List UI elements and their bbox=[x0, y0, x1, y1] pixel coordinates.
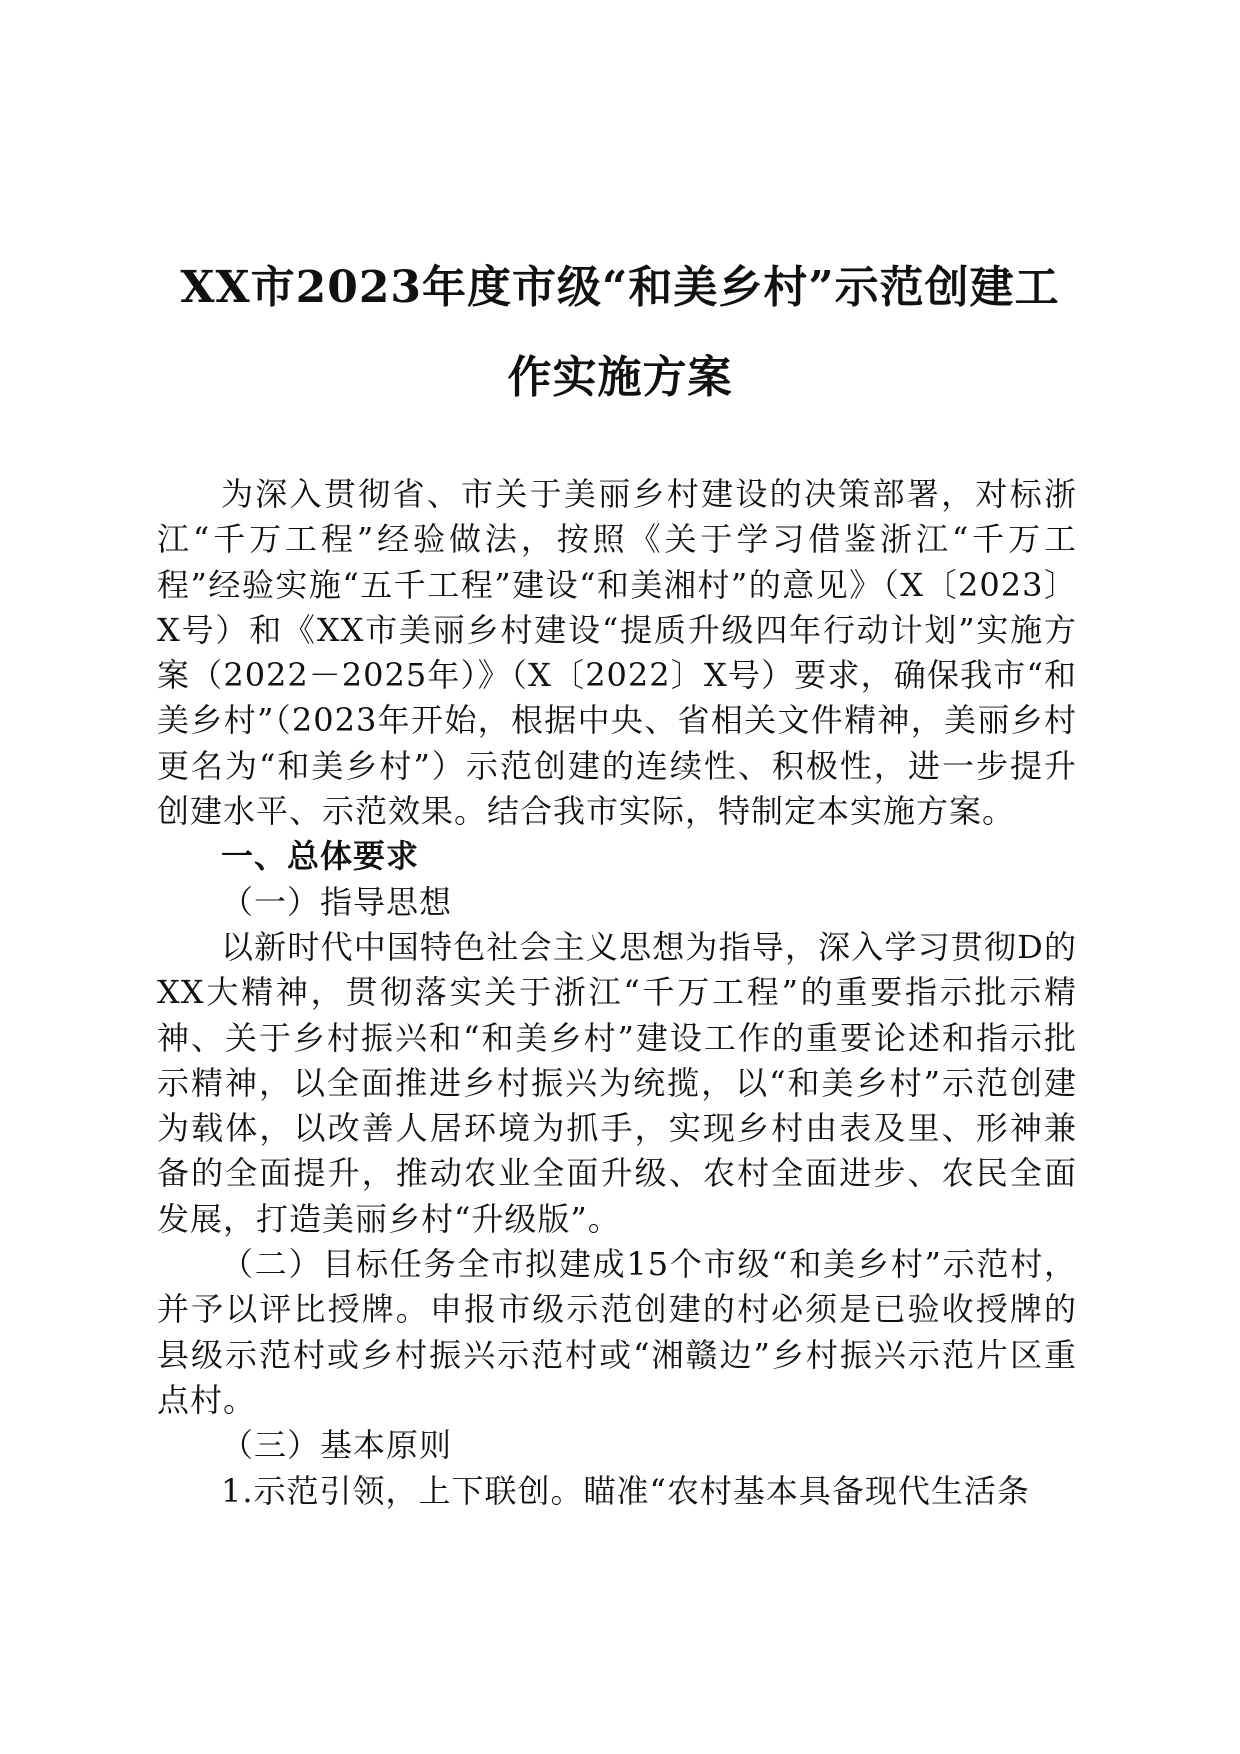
section-heading-general-requirements: 一、总体要求 bbox=[221, 837, 420, 876]
subsection-heading-guiding-ideology: （一）指导思想 bbox=[221, 882, 453, 921]
document-title-line-2: 作实施方案 bbox=[507, 352, 733, 403]
target-tasks-paragraph: （二）目标任务全市拟建成15个市级“和美乡村”示范村，并予以评比授牌。申报市级示范创建的村必须是已验收授牌的县级示范村或乡村振兴示范村或“湘赣边”乡村振兴示范片区重点村。 bbox=[157, 1245, 1077, 1419]
principle-1-paragraph: 1.示范引领，上下联创。瞄准“农村基本具备现代生活条 bbox=[221, 1471, 1030, 1510]
document-title-line-1: XX市2023年度市级“和美乡村”示范创建工 bbox=[180, 262, 1060, 313]
guiding-ideology-paragraph: 以新时代中国特色社会主义思想为指导，深入学习贯彻D的XX大精神，贯彻落实关于浙江“千万工程”的重要指示批示精神、关于乡村振兴和“和美乡村”建设工作的重要论述和指示批示精神，以全面推进乡村振兴为统揽，以“和美乡村”示范创建为载体，以改善人居环境为抓手，实现乡村由表及里、形神兼备的全面提升，推动农业全面升级、农村全面进步、农民全面发展，打造美丽乡村“升级版”。 bbox=[157, 927, 1077, 1238]
document-body bbox=[157, 472, 1077, 1514]
subsection-heading-basic-principles: （三）基本原则 bbox=[221, 1426, 453, 1465]
intro-paragraph: 为深入贯彻省、市关于美丽乡村建设的决策部署，对标浙江“千万工程”经验做法，按照《关于学习借鉴浙江“千万工程”经验实施“五千工程”建设“和美湘村”的意见》（X〔2023〕X号）和《XX市美丽乡村建设“提质升级四年行动计划”实施方案（2022－2025年）》（X〔2022〕X号）要求，确保我市“和美乡村”（2023年开始，根据中央、省相关文件精神，美丽乡村更名为“和美乡村”）示范创建的连续性、积极性，进一步提升创建水平、示范效果。结合我市实际，特制定本实施方案。 bbox=[157, 475, 1077, 831]
